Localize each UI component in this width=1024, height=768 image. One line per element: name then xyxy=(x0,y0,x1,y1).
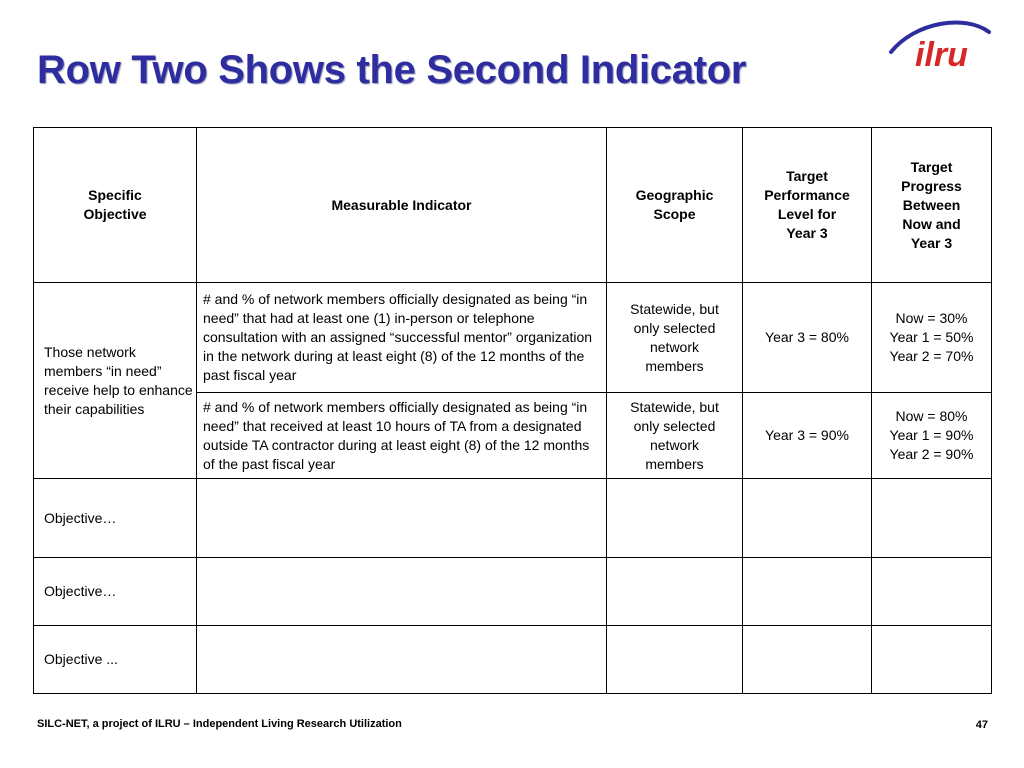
logo-text: ilru xyxy=(915,36,968,74)
slide-title: Row Two Shows the Second Indicator xyxy=(37,48,747,92)
empty-cell xyxy=(872,479,992,558)
header-target-performance: Target Performance Level for Year 3 xyxy=(743,128,872,283)
target-cell: Year 3 = 80% xyxy=(743,283,872,393)
table-row xyxy=(34,283,992,393)
table-header-row xyxy=(34,128,992,283)
empty-cell xyxy=(872,626,992,694)
empty-cell xyxy=(607,479,743,558)
empty-cell xyxy=(743,558,872,626)
objective-placeholder: Objective ... xyxy=(34,626,197,694)
progress-cell: Now = 80% Year 1 = 90% Year 2 = 90% xyxy=(872,393,992,479)
header-specific-objective: Specific Objective xyxy=(34,128,197,283)
table-row xyxy=(34,626,992,694)
empty-cell xyxy=(743,626,872,694)
page-number: 47 xyxy=(975,719,988,731)
empty-cell xyxy=(197,479,607,558)
indicator-cell: # and % of network members officially designated as being “in need” that had at least one (1) in-person or telephone consultation with an assigned “successful mentor” organization in the network during at least eight (8) of the 12 months of the past fiscal year xyxy=(197,283,607,393)
objective-placeholder: Objective… xyxy=(34,479,197,558)
header-target-progress: Target Progress Between Now and Year 3 xyxy=(872,128,992,283)
empty-cell xyxy=(197,558,607,626)
target-cell: Year 3 = 90% xyxy=(743,393,872,479)
objective-placeholder: Objective… xyxy=(34,558,197,626)
empty-cell xyxy=(197,626,607,694)
table-row xyxy=(34,479,992,558)
objective-cell: Those network members “in need” receive help to enhance their capabilities xyxy=(34,283,197,479)
header-measurable-indicator: Measurable Indicator xyxy=(197,128,607,283)
indicator-table xyxy=(33,127,992,694)
progress-cell: Now = 30% Year 1 = 50% Year 2 = 70% xyxy=(872,283,992,393)
empty-cell xyxy=(607,626,743,694)
empty-cell xyxy=(607,558,743,626)
table-row xyxy=(34,558,992,626)
indicator-cell: # and % of network members officially designated as being “in need” that received at least 10 hours of TA from a designated outside TA contractor during at least eight (8) of the 12 months of the past fiscal year xyxy=(197,393,607,479)
header-geographic-scope: Geographic Scope xyxy=(607,128,743,283)
scope-cell: Statewide, but only selected network members xyxy=(607,283,743,393)
slide-footer: SILC-NET, a project of ILRU – Independent Living Research Utilization xyxy=(37,718,402,730)
ilru-logo xyxy=(885,14,995,74)
empty-cell xyxy=(872,558,992,626)
scope-cell: Statewide, but only selected network members xyxy=(607,393,743,479)
empty-cell xyxy=(743,479,872,558)
